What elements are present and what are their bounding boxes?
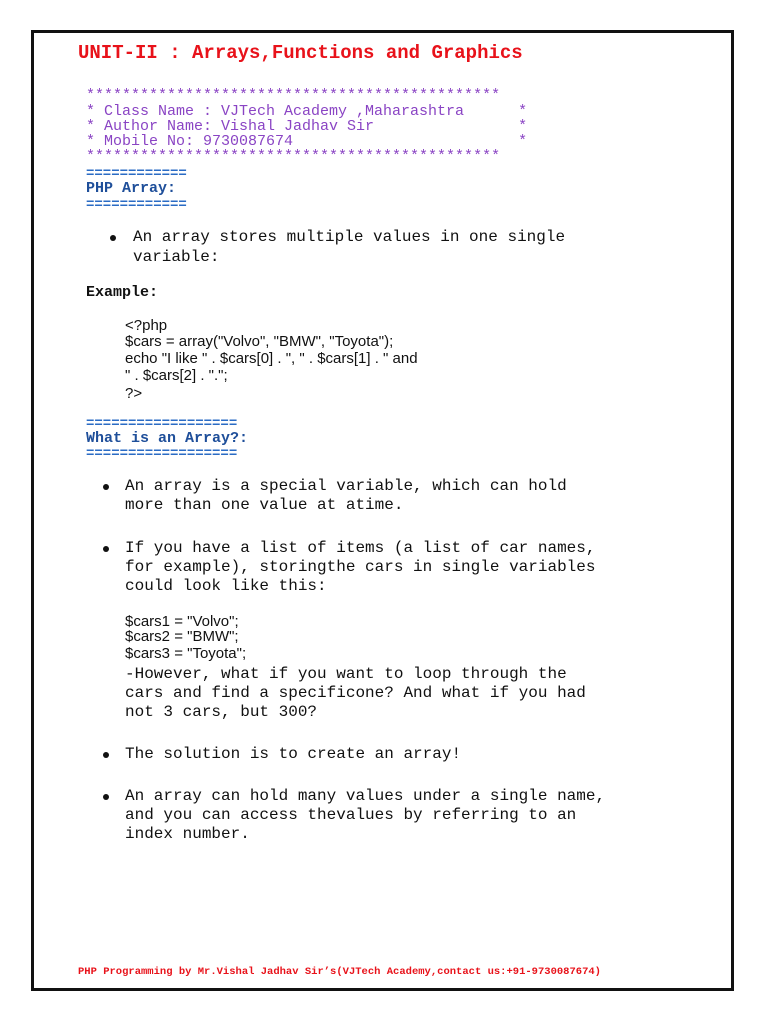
bullet-icon: [103, 484, 109, 490]
example-code-line: $cars = array("Volvo", "BMW", "Toyota");: [125, 333, 394, 350]
s1-bullet1-line1: An array stores multiple values in one single: [133, 228, 566, 246]
s2-code-line: $cars1 = "Volvo";: [125, 613, 239, 630]
s2-bullet1-line: An array is a special variable, which can hold: [125, 477, 567, 495]
section1-rule-bottom: ============: [86, 197, 187, 213]
section1-rule-top: ============: [86, 166, 187, 182]
s2-continuation-line: not 3 cars, but 300?: [125, 703, 318, 721]
s2-continuation-line: -However, what if you want to loop through the: [125, 665, 567, 683]
s2-bullet4-line: and you can access thevalues by referring to an: [125, 806, 577, 824]
s2-bullet3-line: The solution is to create an array!: [125, 745, 462, 763]
bullet-icon: [103, 752, 109, 758]
header-mobile-no: * Mobile No: 9730087674 *: [86, 133, 528, 150]
bullet-icon: [110, 235, 116, 241]
example-label: Example:: [86, 284, 159, 301]
example-code-line: " . $cars[2] . ".";: [125, 367, 228, 384]
s2-continuation-line: cars and find a specificone? And what if you had: [125, 684, 586, 702]
section2-heading: What is an Array?:: [86, 430, 249, 447]
header-stars-top: **********************************************: [86, 87, 501, 104]
bullet-icon: [103, 546, 109, 552]
section1-heading: PHP Array:: [86, 180, 177, 197]
s2-bullet1-line: more than one value at atime.: [125, 496, 404, 514]
s2-bullet2-line: If you have a list of items (a list of car names,: [125, 539, 596, 557]
s2-bullet2-line: for example), storingthe cars in single variables: [125, 558, 596, 576]
header-stars-bottom: **********************************************: [86, 148, 501, 165]
example-code-line: ?>: [125, 385, 143, 402]
header-class-name: * Class Name : VJTech Academy ,Maharashtra *: [86, 103, 528, 120]
page-title: UNIT-II : Arrays,Functions and Graphics: [78, 42, 523, 64]
s2-bullet2-line: could look like this:: [125, 577, 327, 595]
example-code-line: echo "I like " . $cars[0] . ", " . $cars[1] . " and: [125, 350, 418, 367]
s1-bullet1-line2: variable:: [133, 248, 220, 266]
s2-code-line: $cars3 = "Toyota";: [125, 645, 247, 662]
header-author-name: * Author Name: Vishal Jadhav Sir *: [86, 118, 528, 135]
s2-code-line: $cars2 = "BMW";: [125, 628, 239, 645]
bullet-icon: [103, 794, 109, 800]
s2-bullet4-line: index number.: [125, 825, 250, 843]
section2-rule-bottom: ==================: [86, 446, 238, 462]
example-code-line: <?php: [125, 317, 168, 334]
s2-bullet4-line: An array can hold many values under a single name,: [125, 787, 606, 805]
section2-rule-top: ==================: [86, 416, 238, 432]
page-footer: PHP Programming by Mr.Vishal Jadhav Sir’s(VJTech Academy,contact us:+91-9730087674): [78, 966, 601, 978]
